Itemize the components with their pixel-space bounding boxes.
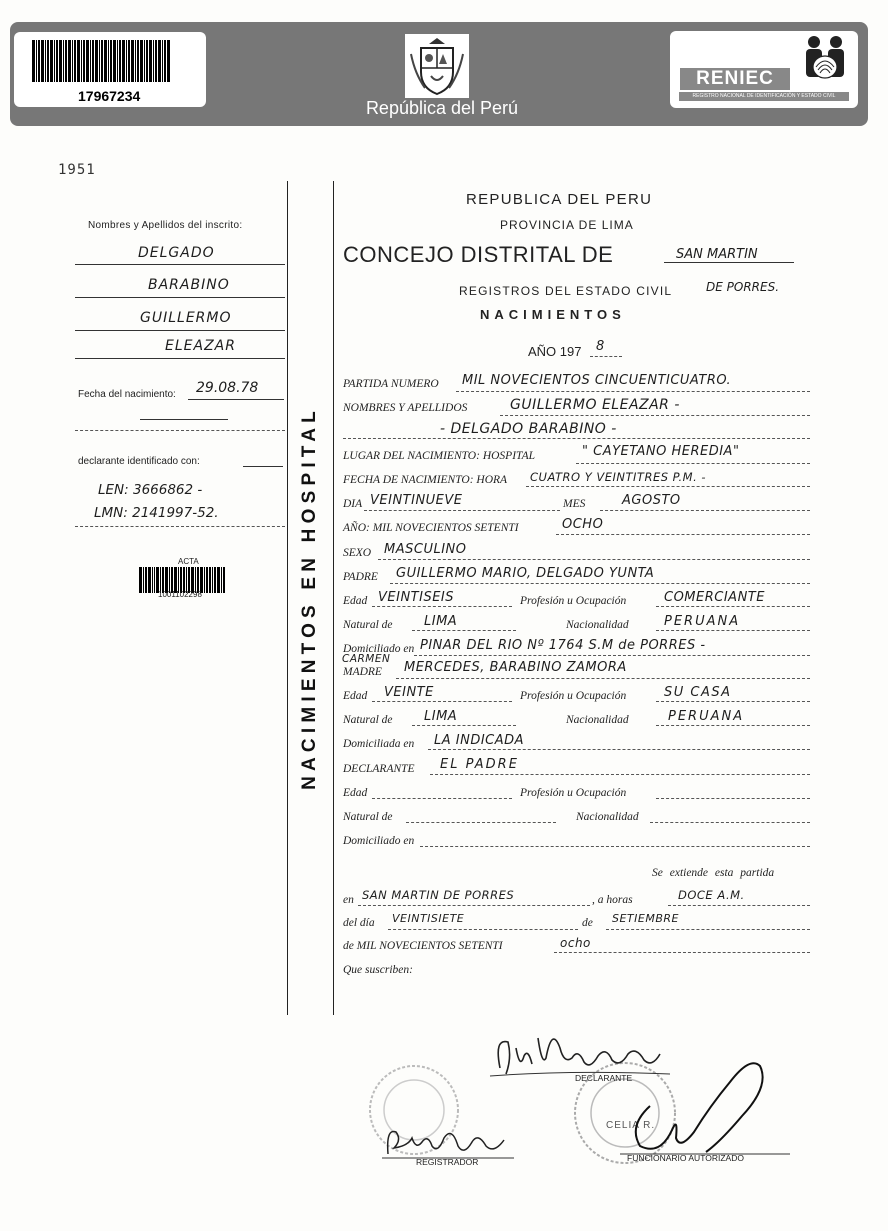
padre-value: GUILLERMO MARIO, DELGADO YUNTA <box>396 566 655 581</box>
padre-line <box>390 583 810 584</box>
de-mes-line <box>606 929 810 930</box>
heading-district: SAN MARTIN <box>676 247 758 262</box>
name-given-2: ELEAZAR <box>165 338 236 354</box>
barcode-bar <box>212 567 213 593</box>
anio-value: OCHO <box>562 517 604 532</box>
mes-value: AGOSTO <box>622 493 681 508</box>
name-given-1: GUILLERMO <box>140 310 232 326</box>
partida-value: MIL NOVECIENTOS CINCUENTICUATRO. <box>462 373 732 388</box>
barcode-bar <box>139 567 142 593</box>
barcode-bar <box>83 40 85 82</box>
birth-date-value: 29.08.78 <box>196 380 259 396</box>
madre-edad-label: Edad <box>343 690 368 702</box>
madre-profesion-label: Profesión u Ocupación <box>520 690 627 702</box>
madre-domicilio-label: Domiciliada en <box>343 738 415 750</box>
barcode-bar <box>56 40 58 82</box>
suscriben-label: Que suscriben: <box>343 964 413 976</box>
declarante-profesion-label: Profesión u Ocupación <box>520 787 627 799</box>
declarante-label: DECLARANTE <box>343 763 415 775</box>
barcode-bar <box>36 40 37 82</box>
barcode-bar <box>128 40 130 82</box>
partida-label: PARTIDA NUMERO <box>343 378 439 390</box>
reniec-people-icon <box>800 35 850 79</box>
declarante-edad-label: Edad <box>343 787 368 799</box>
heading-concejo: CONCEJO DISTRITAL DE <box>343 242 614 267</box>
horas-line <box>668 905 810 906</box>
declarant-id-line <box>243 466 283 467</box>
name-line-3 <box>75 330 285 331</box>
barcode-bar <box>108 40 109 82</box>
dia-line <box>364 510 560 511</box>
padre-natural-line <box>412 630 516 631</box>
padre-profesion-value: COMERCIANTE <box>664 590 765 605</box>
madre-natural-line <box>412 725 516 726</box>
barcode-bar <box>154 567 156 593</box>
registrador-signature <box>378 1116 518 1162</box>
madre-value: MERCEDES, BARABINO ZAMORA <box>404 660 627 675</box>
madre-edad-line <box>372 701 512 702</box>
barcode-bar <box>158 40 161 82</box>
barcode-bar <box>221 567 222 593</box>
registrador-caption: REGISTRADOR <box>416 1157 479 1167</box>
madre-line <box>396 678 810 679</box>
nombres-value-1: GUILLERMO ELEAZAR - <box>510 397 680 413</box>
mes-label: MES <box>563 498 586 510</box>
demil-value: ocho <box>560 936 591 950</box>
madre-prefix: CARMEN <box>342 653 391 665</box>
stamp-text: CELIA R. <box>606 1120 656 1131</box>
madre-natural-label: Natural de <box>343 714 393 726</box>
barcode-bar <box>72 40 73 82</box>
anio-line <box>556 534 810 535</box>
demil-line <box>554 952 810 953</box>
barcode-bar <box>54 40 55 82</box>
year-label: AÑO 197 <box>528 344 582 359</box>
barcode-bar <box>50 40 53 82</box>
madre-edad-value: VEINTE <box>384 685 434 700</box>
barcode-bar <box>155 40 157 82</box>
barcode-bar <box>140 40 143 82</box>
en-lugar-line <box>358 905 590 906</box>
padre-domicilio-value: PINAR DEL RIO Nº 1764 S.M de PORRES - <box>420 638 706 653</box>
names-label: Nombres y Apellidos del inscrito: <box>88 220 243 231</box>
birth-dotted-line <box>75 430 285 431</box>
padre-domicilio-label: Domiciliado en <box>343 643 415 655</box>
declarant-id-1: LEN: 3666862 - <box>98 482 203 498</box>
birth-date-line <box>188 399 284 400</box>
sexo-value: MASCULINO <box>384 542 467 557</box>
folio-number: 1951 <box>58 162 96 178</box>
barcode-bar <box>144 40 145 82</box>
vertical-strip-label: NACIMIENTOS EN HOSPITAL <box>299 406 320 790</box>
name-surname-2: BARABINO <box>148 277 230 293</box>
declarante-edad-line <box>372 798 512 799</box>
barcode-bar <box>137 40 139 82</box>
nombres-value-2: - DELGADO BARABINO - <box>440 421 617 437</box>
anio-label: AÑO: MIL NOVECIENTOS SETENTI <box>343 522 519 534</box>
declarante-line <box>430 774 810 775</box>
padre-domicilio-line <box>414 655 810 656</box>
barcode-bar <box>206 567 208 593</box>
hora-line <box>526 486 810 487</box>
dia-label: DIA <box>343 498 363 510</box>
barcode-bar <box>214 567 216 593</box>
declarante-nacionalidad-line <box>650 822 810 823</box>
padre-nacionalidad-value: PERUANA <box>664 614 741 629</box>
barcode-bar <box>47 40 49 82</box>
barcode-bar <box>99 40 100 82</box>
barcode-bar <box>148 567 151 593</box>
padre-nacionalidad-label: Nacionalidad <box>566 619 629 631</box>
barcode-bar <box>32 40 35 82</box>
nombres-label: NOMBRES Y APELLIDOS <box>343 402 468 414</box>
en-label: en <box>343 894 354 906</box>
barcode-bar <box>119 40 121 82</box>
barcode-bar <box>68 40 71 82</box>
barcode-bar <box>95 40 98 82</box>
barcode-bar <box>145 567 147 593</box>
dia-value: VEINTINUEVE <box>370 493 463 508</box>
lugar-line <box>576 463 810 464</box>
year-line <box>590 356 622 357</box>
acta-label: ACTA <box>178 557 199 566</box>
barcode-bar <box>122 40 125 82</box>
barcode-bar <box>223 567 225 593</box>
funcionario-signature <box>620 1046 790 1158</box>
district-line <box>664 262 794 263</box>
heading-province: PROVINCIA DE LIMA <box>500 218 634 232</box>
barcode-bar <box>92 40 94 82</box>
barcode-bar <box>152 567 153 593</box>
de-label: de <box>582 917 593 929</box>
madre-domicilio-value: LA INDICADA <box>434 733 525 748</box>
barcode-bar <box>45 40 46 82</box>
de-mes-value: SETIEMBRE <box>612 912 679 925</box>
padre-natural-value: LIMA <box>424 614 458 629</box>
horas-label: , a horas <box>592 894 633 906</box>
madre-nacionalidad-label: Nacionalidad <box>566 714 629 726</box>
nombres-line-1 <box>500 415 810 416</box>
deldia-line <box>388 929 578 930</box>
barcode-bar <box>135 40 136 82</box>
declarant-id-label: declarante identificado con: <box>78 456 200 467</box>
padre-label: PADRE <box>343 571 378 583</box>
hora-value: CUATRO Y VEINTITRES P.M. - <box>530 470 707 484</box>
declarante-caption: DECLARANTE <box>575 1073 633 1083</box>
padre-nacionalidad-line <box>656 630 810 631</box>
barcode-bar <box>149 40 152 82</box>
deldia-value: VEINTISIETE <box>392 912 465 925</box>
acta-number: 1001102298 <box>158 590 202 599</box>
barcode-bar <box>204 567 205 593</box>
barcode-bar <box>164 40 166 82</box>
coat-of-arms-icon <box>405 34 469 98</box>
lugar-label: LUGAR DEL NACIMIENTO: HOSPITAL <box>343 450 535 462</box>
madre-natural-value: LIMA <box>424 709 458 724</box>
barcode-bar <box>167 40 170 82</box>
madre-profesion-value: SU CASA <box>664 685 732 700</box>
barcode-bar <box>217 567 220 593</box>
declarante-natural-line <box>406 822 556 823</box>
funcionario-caption: FUNCIONARIO AUTORIZADO <box>627 1153 744 1163</box>
barcode-bar <box>153 40 154 82</box>
declarant-id-2: LMN: 2141997-52. <box>94 505 219 521</box>
barcode-bar <box>143 567 144 593</box>
declarante-natural-label: Natural de <box>343 811 393 823</box>
barcode-bar <box>131 40 134 82</box>
extiende-text: Se extiende esta partida <box>652 867 775 879</box>
reniec-name: RENIEC <box>680 68 790 90</box>
barcode-bar <box>162 40 163 82</box>
heading-registros-fill: DE PORRES. <box>706 280 780 294</box>
barcode-bar <box>90 40 91 82</box>
fecha-label: FECHA DE NACIMIENTO: HORA <box>343 474 508 486</box>
birth-extra-line <box>140 419 228 420</box>
madre-profesion-line <box>656 701 810 702</box>
barcode-number: 17967234 <box>78 88 141 104</box>
barcode-bars <box>32 40 190 82</box>
barcode-bar <box>117 40 118 82</box>
mes-line <box>600 510 810 511</box>
padre-edad-line <box>372 606 512 607</box>
barcode-bar <box>81 40 82 82</box>
barcode-bar <box>65 40 67 82</box>
nombres-line-2 <box>343 438 810 439</box>
barcode-bar <box>59 40 62 82</box>
name-line-1 <box>75 264 285 265</box>
heading-republic: REPUBLICA DEL PERU <box>466 191 653 208</box>
name-surname-1: DELGADO <box>138 245 215 261</box>
horas-value: DOCE A.M. <box>678 888 745 902</box>
barcode-bar <box>104 40 107 82</box>
deldia-label: del día <box>343 917 375 929</box>
declarante-nacionalidad-label: Nacionalidad <box>576 811 639 823</box>
barcode-bar <box>63 40 64 82</box>
barcode-bar <box>38 40 40 82</box>
declarante-domicilio-label: Domiciliado en <box>343 835 415 847</box>
madre-domicilio-line <box>428 749 810 750</box>
heading-section: NACIMIENTOS <box>480 307 626 322</box>
padre-profesion-line <box>656 606 810 607</box>
barcode-label <box>14 32 206 107</box>
barcode-bar <box>126 40 127 82</box>
padre-edad-label: Edad <box>343 595 368 607</box>
padre-profesion-label: Profesión u Ocupación <box>520 595 627 607</box>
header-title: República del Perú <box>365 98 519 118</box>
madre-nacionalidad-line <box>656 725 810 726</box>
partida-line <box>456 391 810 392</box>
name-line-2 <box>75 297 285 298</box>
declarante-domicilio-line <box>420 846 810 847</box>
barcode-bar <box>77 40 80 82</box>
madre-nacionalidad-value: PERUANA <box>668 709 745 724</box>
sexo-label: SEXO <box>343 547 372 559</box>
madre-label: MADRE <box>343 666 382 678</box>
year-fill: 8 <box>596 339 605 354</box>
sexo-line <box>378 559 810 560</box>
padre-edad-value: VEINTISEIS <box>378 590 454 605</box>
reniec-subtitle: REGISTRO NACIONAL DE IDENTIFICACIÓN Y ESTADO CIVIL <box>679 92 849 101</box>
declarant-dotted-line <box>75 526 285 527</box>
barcode-bar <box>86 40 89 82</box>
en-lugar-value: SAN MARTIN DE PORRES <box>362 888 515 902</box>
barcode-bar <box>41 40 44 82</box>
barcode-bar <box>113 40 116 82</box>
padre-natural-label: Natural de <box>343 619 393 631</box>
barcode-bar <box>110 40 112 82</box>
barcode-bar <box>101 40 103 82</box>
declarante-value: EL PADRE <box>440 757 519 772</box>
barcode-bar <box>209 567 212 593</box>
barcode-bar <box>146 40 148 82</box>
name-line-4 <box>75 358 285 359</box>
declarante-profesion-line <box>656 798 810 799</box>
barcode-bar <box>74 40 76 82</box>
demil-label: de MIL NOVECIENTOS SETENTI <box>343 940 503 952</box>
lugar-value: " CAYETANO HEREDIA" <box>582 444 740 459</box>
heading-registros: REGISTROS DEL ESTADO CIVIL <box>459 284 673 298</box>
birth-date-label: Fecha del nacimiento: <box>78 389 176 400</box>
